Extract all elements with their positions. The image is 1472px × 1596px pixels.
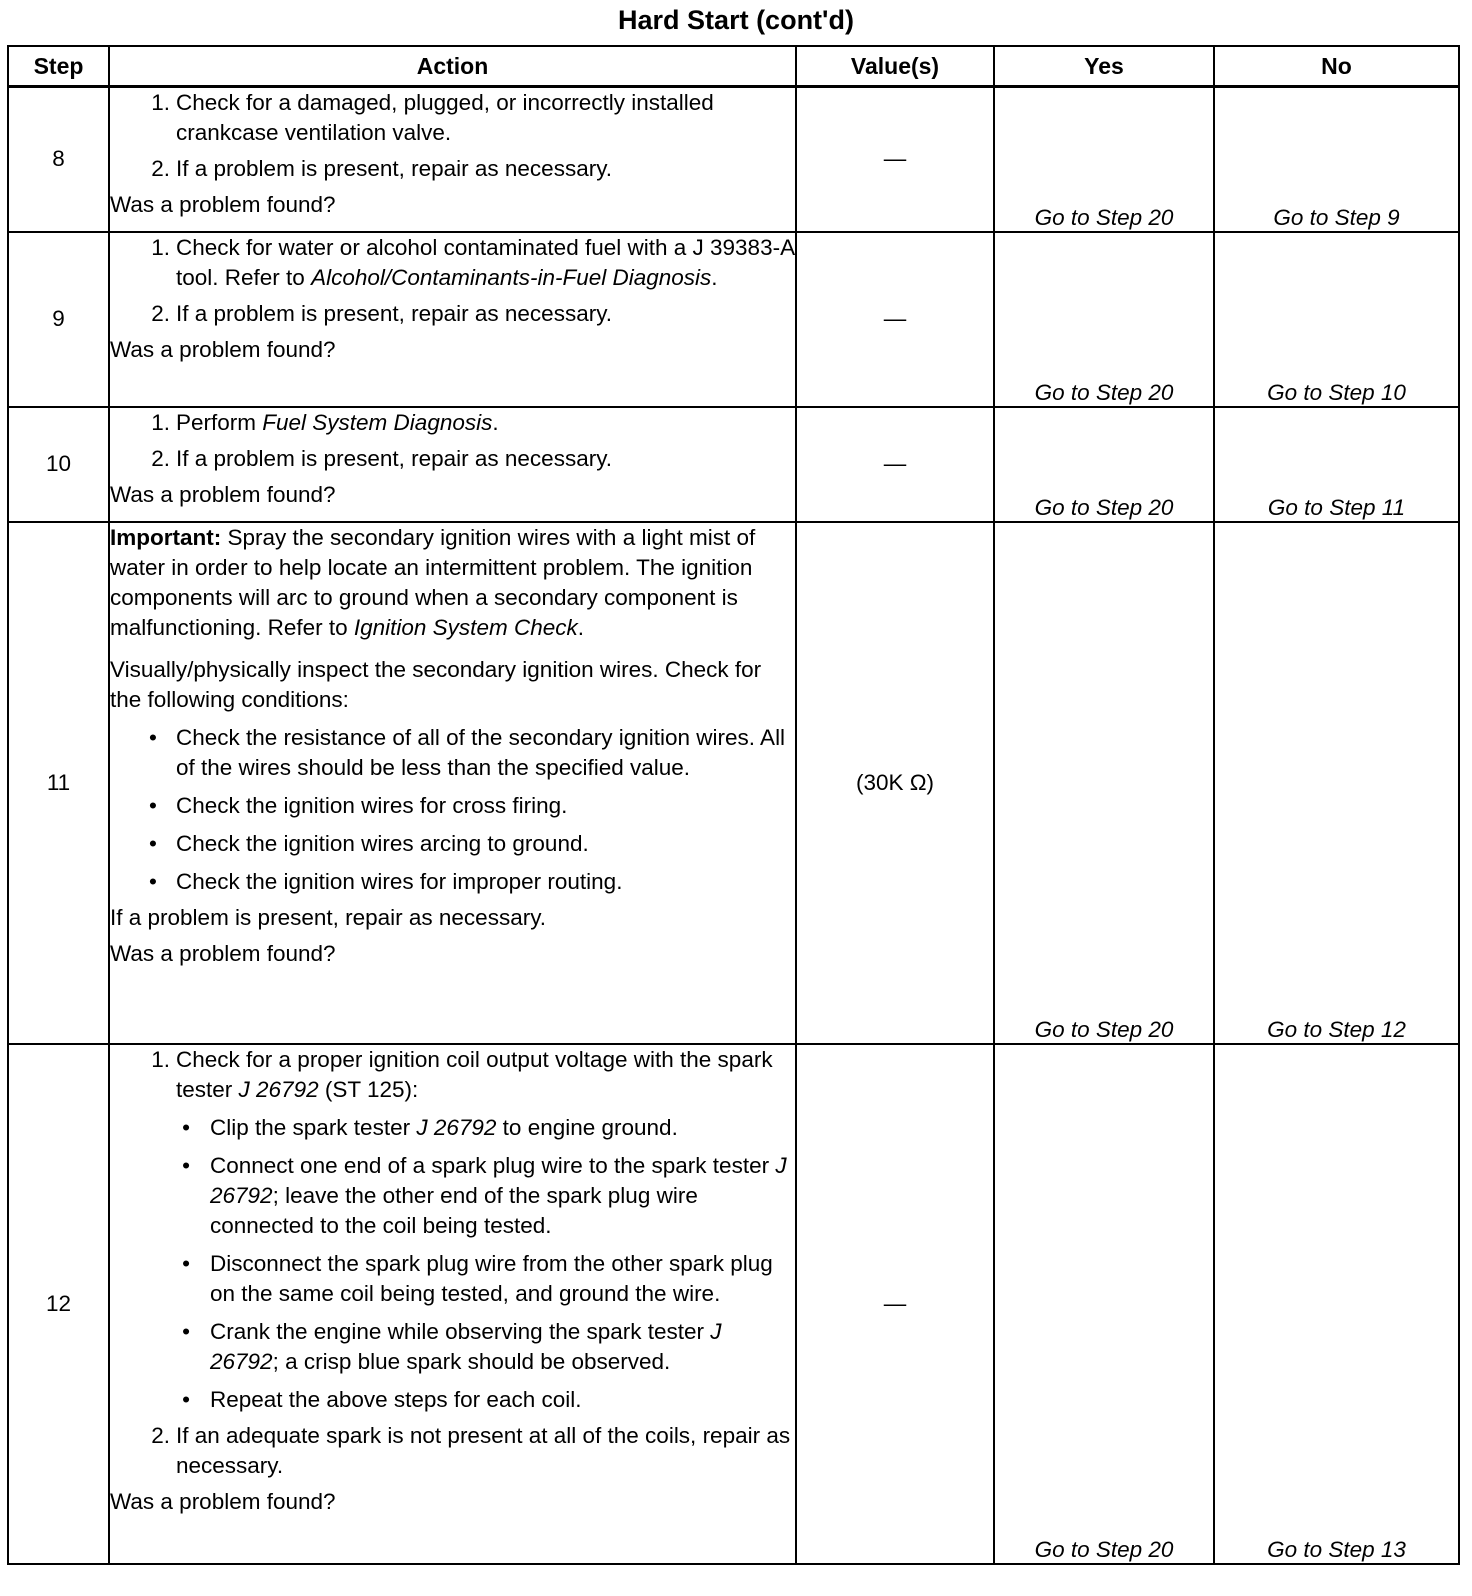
header-values: Value(s) — [796, 46, 994, 87]
yes-result: Go to Step 20 — [994, 407, 1214, 522]
question-text: Was a problem found? — [110, 1488, 336, 1514]
reference-link: Fuel System Diagnosis — [262, 409, 493, 435]
action-cell — [109, 522, 796, 1044]
diagnostic-table — [7, 45, 1460, 1565]
tool-reference: J 26792 — [210, 1152, 787, 1208]
sub-bullet-item: • Repeat the above steps for each coil. — [182, 1386, 582, 1412]
closing-text: If a problem is present, repair as necessary. — [110, 904, 547, 930]
sub-bullet-item: • Disconnect the spark plug wire from the other spark plug on the same coil being tested, and ground the wire. — [182, 1250, 773, 1306]
step-number: 10 — [8, 407, 109, 522]
no-result: Go to Step 12 — [1214, 522, 1459, 1044]
header-action: Action — [109, 46, 796, 87]
table-row — [8, 522, 1459, 1044]
yes-result: Go to Step 20 — [994, 87, 1214, 232]
yes-result: Go to Step 20 — [994, 1044, 1214, 1564]
sub-bullet-item: • Clip the spark tester J 26792 to engine ground. — [182, 1114, 678, 1140]
value-cell: — — [796, 407, 994, 522]
numbered-item: 1. Check for water or alcohol contaminated fuel with a J 39383-A tool. Refer to Alcohol/Contaminants-in-Fuel Diagnosis. — [151, 234, 794, 290]
numbered-item: 2. If a problem is present, repair as necessary. — [151, 300, 613, 326]
numbered-item: 2. If a problem is present, repair as necessary. — [151, 445, 613, 471]
header-step: Step — [8, 46, 109, 87]
step-number: 9 — [8, 232, 109, 407]
yes-result: Go to Step 20 — [994, 522, 1214, 1044]
important-note: Important: Spray the secondary ignition wires with a light mist of water in order to help locate an intermittent problem. The ignition components will arc to ground when a secondary component is malfunctioning. Refer to Ignition System Check. — [110, 524, 756, 640]
numbered-item: 1. Perform Fuel System Diagnosis. — [151, 409, 499, 435]
no-result: Go to Step 9 — [1214, 87, 1459, 232]
action-cell — [109, 232, 796, 407]
intro-text: Visually/physically inspect the secondary ignition wires. Check for the following conditions: — [110, 656, 762, 712]
bullet-item: • Check the ignition wires for cross firing. — [149, 792, 568, 818]
action-cell — [109, 87, 796, 232]
sub-bullet-item: • Connect one end of a spark plug wire to the spark tester J 26792; leave the other end of the spark plug wire connected to the coil being tested. — [182, 1152, 787, 1238]
table-row — [8, 1044, 1459, 1564]
page-title: Hard Start (cont'd) — [618, 5, 854, 35]
numbered-item: 2. If a problem is present, repair as necessary. — [151, 156, 613, 181]
yes-result: Go to Step 20 — [994, 232, 1214, 407]
header-row — [8, 46, 1459, 87]
bullet-item: • Check the resistance of all of the secondary ignition wires. All of the wires should be less than the specified value. — [149, 724, 786, 780]
reference-link: Alcohol/Contaminants-in-Fuel Diagnosis — [311, 264, 712, 290]
question-text: Was a problem found? — [110, 192, 336, 217]
no-result: Go to Step 10 — [1214, 232, 1459, 407]
tool-reference: J 26792 — [238, 1076, 319, 1102]
numbered-item: 1. Check for a damaged, plugged, or incorrectly installed crankcase ventilation valve. — [151, 90, 714, 145]
question-text: Was a problem found? — [110, 481, 336, 507]
table-row — [8, 87, 1459, 232]
tool-reference: J 26792 — [416, 1114, 497, 1140]
tool-reference: J 26792 — [210, 1318, 722, 1374]
step-number: 8 — [8, 87, 109, 232]
bullet-item: • Check the ignition wires arcing to ground. — [149, 830, 589, 856]
value-cell: (30K Ω) — [796, 522, 994, 1044]
sub-bullet-item: • Crank the engine while observing the spark tester J 26792; a crisp blue spark should be observed. — [182, 1318, 722, 1374]
table-row — [8, 407, 1459, 522]
numbered-item: 2. If an adequate spark is not present at all of the coils, repair as necessary. — [151, 1422, 791, 1478]
no-result: Go to Step 11 — [1214, 407, 1459, 522]
action-cell — [109, 1044, 796, 1564]
step-number: 12 — [8, 1044, 109, 1564]
header-yes: Yes — [994, 46, 1214, 87]
value-cell: — — [796, 87, 994, 232]
table-row — [8, 232, 1459, 407]
question-text: Was a problem found? — [110, 940, 336, 966]
reference-link: Ignition System Check — [353, 614, 578, 640]
value-cell: — — [796, 1044, 994, 1564]
no-result: Go to Step 13 — [1214, 1044, 1459, 1564]
value-cell: — — [796, 232, 994, 407]
action-cell — [109, 407, 796, 522]
question-text: Was a problem found? — [110, 336, 336, 362]
numbered-item: 1. Check for a proper ignition coil output voltage with the spark tester J 26792 (ST 125): — [151, 1046, 773, 1102]
step-number: 11 — [8, 522, 109, 1044]
header-no: No — [1214, 46, 1459, 87]
bullet-item: • Check the ignition wires for improper routing. — [149, 868, 623, 894]
